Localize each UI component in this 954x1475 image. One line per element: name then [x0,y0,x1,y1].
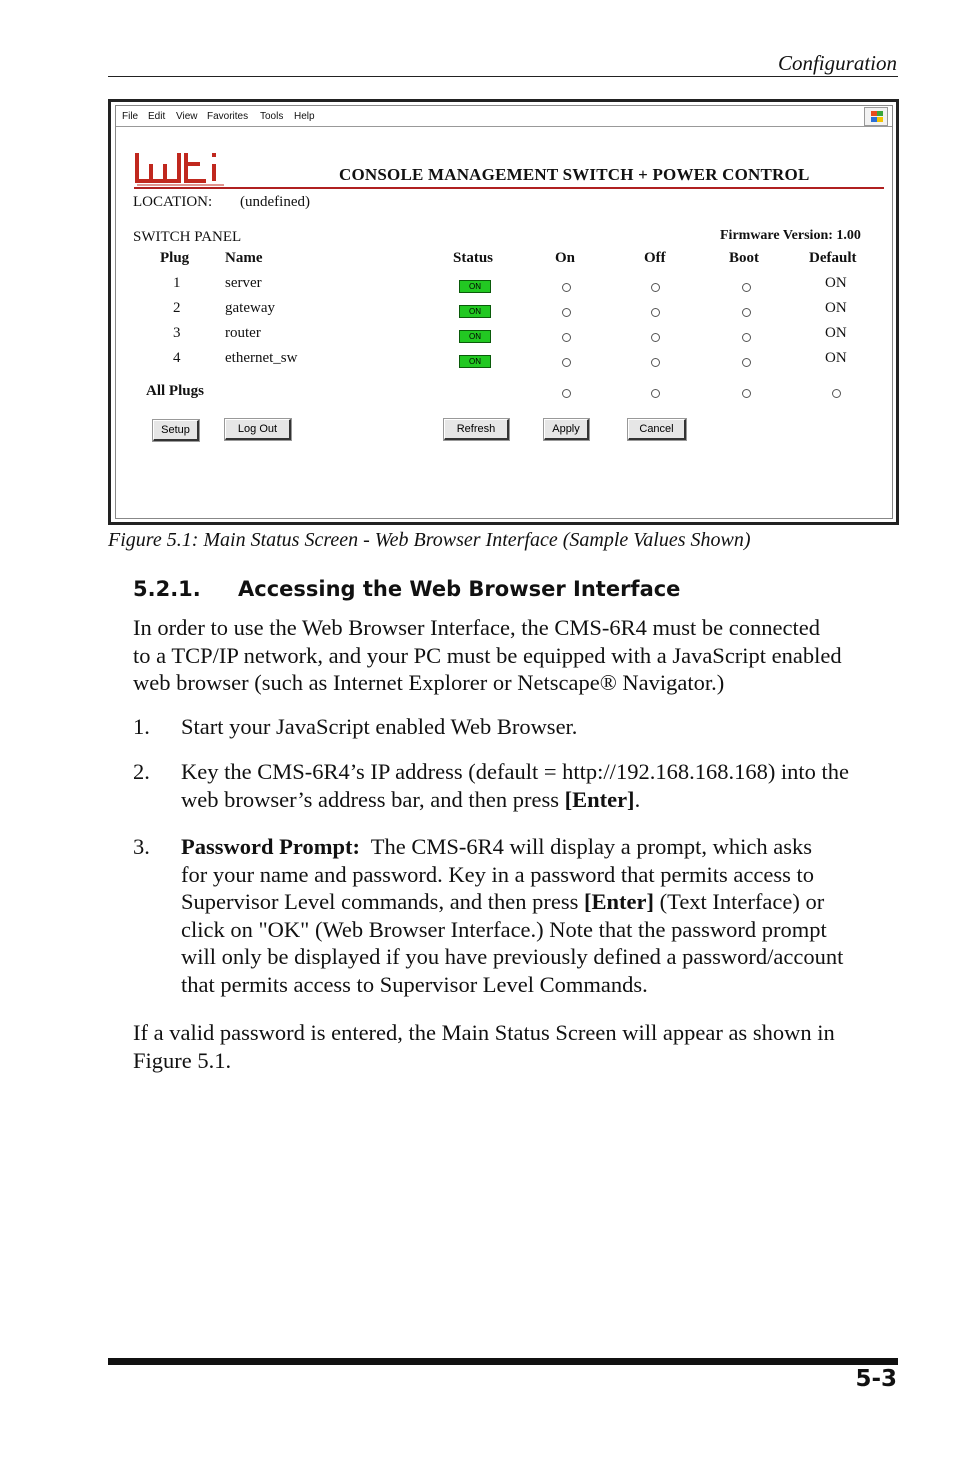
status-indicator: ON [459,330,491,343]
all-plugs-radio-off[interactable] [651,389,660,398]
list-item [181,833,843,998]
default-state: ON [825,325,847,341]
radio-on[interactable] [562,333,571,342]
radio-boot[interactable] [742,358,751,367]
text-line: for your name and password. Key in a password that permits access to [181,861,814,887]
enter-key: [Enter] [584,889,655,914]
plug-name: router [225,325,261,341]
plug-name: gateway [225,300,275,316]
col-on: On [555,250,576,266]
browser-viewport [115,105,893,519]
text-line: that permits access to Supervisor Level Commands. [181,971,648,997]
list-number: 1. [133,714,150,739]
refresh-button[interactable]: Refresh [444,419,509,440]
radio-off[interactable] [651,358,660,367]
all-plugs-label: All Plugs [146,383,204,399]
plug-name: ethernet_sw [225,350,298,366]
text-line: will only be displayed if you have previously defined a password/account [181,944,844,969]
section-heading [133,577,680,601]
list-item [181,713,577,741]
text-line: Figure 5.1. [133,1047,232,1073]
radio-on[interactable] [562,308,571,317]
radio-boot[interactable] [742,333,751,342]
plug-number: 2 [173,300,181,316]
browser-screenshot [108,99,899,525]
radio-boot[interactable] [742,283,751,292]
running-header: Configuration [777,51,897,75]
switch-panel-title: SWITCH PANEL [133,229,242,245]
col-off: Off [644,250,666,266]
col-default: Default [809,250,857,266]
menu-help[interactable]: Help [294,111,315,122]
menu-favorites[interactable]: Favorites [207,111,249,122]
section-number: 5.2.1. [133,577,201,601]
windows-logo-icon [864,107,888,126]
text-line: Password Prompt: The CMS-6R4 will display a prompt, which asks [181,834,813,859]
text-line: web browser (such as Internet Explorer or Netscape® Navigator.) [133,670,725,695]
menu-edit[interactable]: Edit [148,111,166,122]
password-prompt-label: Password Prompt: [181,834,360,859]
cancel-button[interactable]: Cancel [628,419,686,440]
plug-name: server [225,275,262,291]
logout-button[interactable]: Log Out [225,419,291,440]
text-line: In order to use the Web Browser Interface, the CMS-6R4 must be connected [133,615,820,640]
list-number: 2. [133,759,150,784]
footer-rule [108,1358,898,1365]
text-line: click on "OK" (Web Browser Interface.) Note that the password prompt [181,916,827,942]
list-number: 3. [133,834,150,859]
radio-off[interactable] [651,308,660,317]
firmware-version: Firmware Version: 1.00 [720,228,861,243]
list-item [181,758,849,813]
menu-file[interactable]: File [122,111,139,122]
menu-tools[interactable]: Tools [260,111,284,122]
all-plugs-radio-default[interactable] [832,389,841,398]
col-boot: Boot [729,250,759,266]
section-title: Accessing the Web Browser Interface [238,577,681,601]
location-label: LOCATION: [133,194,213,210]
status-indicator: ON [459,280,491,293]
default-state: ON [825,300,847,316]
page-number: 5-3 [855,1366,897,1392]
default-state: ON [825,350,847,366]
all-plugs-radio-boot[interactable] [742,389,751,398]
text-line: If a valid password is entered, the Main Status Screen will appear as shown in [133,1020,835,1045]
radio-off[interactable] [651,333,660,342]
status-indicator: ON [459,305,491,318]
col-status: Status [453,250,494,266]
all-plugs-radio-on[interactable] [562,389,571,398]
text-line: to a TCP/IP network, and your PC must be equipped with a JavaScript enabled [133,642,842,668]
closing-paragraph [133,1019,835,1074]
text-line: Supervisor Level commands, and then press [Enter] (Text Interface) or [181,889,825,914]
default-state: ON [825,275,847,291]
figure-caption: Figure 5.1: Main Status Screen - Web Browser Interface (Sample Values Shown) [108,529,751,551]
location-value: (undefined) [240,194,310,210]
radio-off[interactable] [651,283,660,292]
menu-view[interactable]: View [176,111,198,122]
col-name: Name [225,250,263,266]
menu-bar [116,106,892,127]
setup-button[interactable]: Setup [153,420,199,441]
header-rule [108,76,898,77]
radio-on[interactable] [562,358,571,367]
radio-on[interactable] [562,283,571,292]
text-line: Start your JavaScript enabled Web Browser. [181,714,578,739]
text-line: web browser’s address bar, and then press [Enter]. [181,786,641,812]
wti-logo [134,150,230,186]
text-line: Key the CMS-6R4’s IP address (default = http://192.168.168.168) into the [181,759,850,784]
plug-number: 4 [173,350,181,366]
plug-number: 1 [173,275,181,291]
radio-boot[interactable] [742,308,751,317]
enter-key: [Enter] [564,786,635,812]
plug-number: 3 [173,325,181,341]
app-title: CONSOLE MANAGEMENT SWITCH + POWER CONTROL [339,165,810,184]
status-indicator: ON [459,355,491,368]
intro-paragraph [133,614,842,697]
apply-button[interactable]: Apply [544,419,589,440]
col-plug: Plug [160,250,190,266]
title-rule [134,187,884,189]
